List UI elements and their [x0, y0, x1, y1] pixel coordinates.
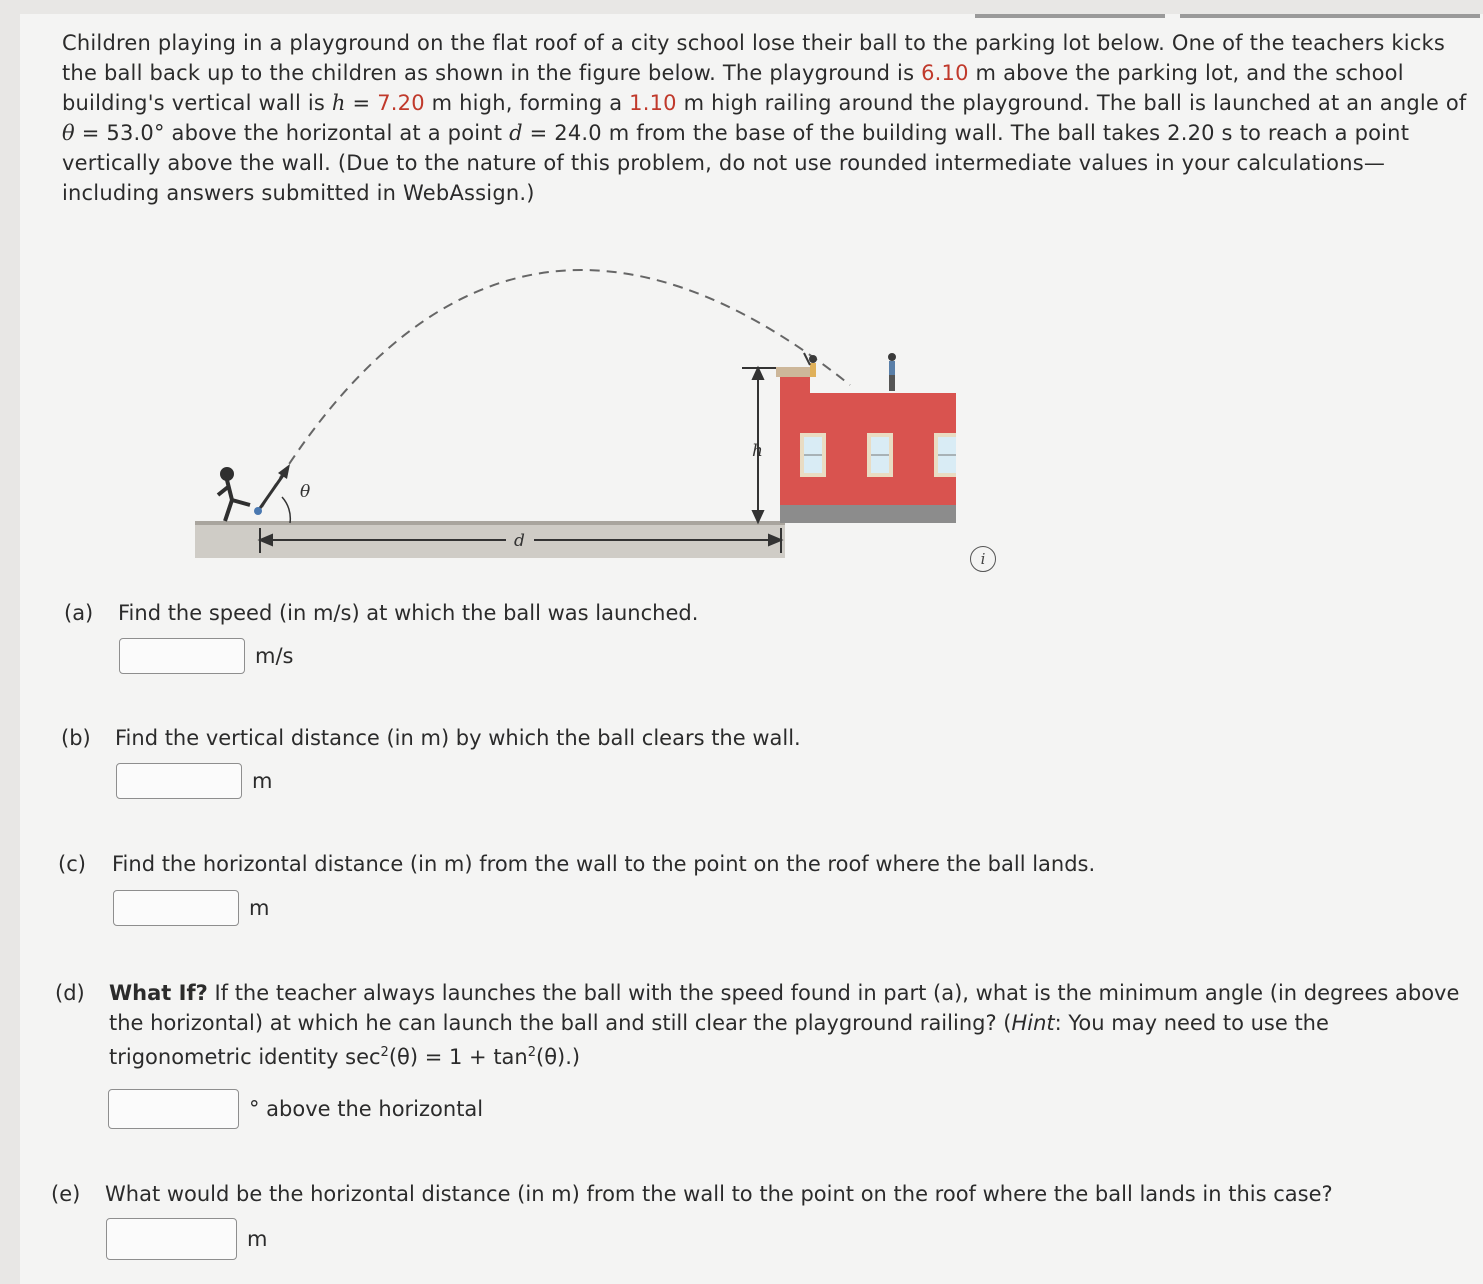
question-d: [55, 978, 1475, 1072]
question-a: [64, 598, 698, 628]
answer-row-e: [106, 1218, 267, 1260]
answer-row-d: [108, 1089, 483, 1129]
problem-statement: Children playing in a playground on the flat roof of a city school lose their ball to the parking lot below. One of the teachers kicks the ball back up to the children as shown in the figure below. The playground is 6.10 m above the parking lot, and the school building's vertical wall is h = 7.20 m high, forming a 1.10 m high railing around the playground. The ball is launched at an angle of θ = 53.0° above the horizontal at a point d = 24.0 m from the base of the building wall. The ball takes 2.20 s to reach a point vertically above the wall. (Due to the nature of this problem, do not use rounded intermediate values in your calculations—including answers submitted in WebAssign.): [62, 31, 1467, 205]
tab-divider: [1180, 14, 1480, 18]
unit-label: ° above the horizontal: [249, 1097, 484, 1121]
unit-label: m: [247, 1227, 268, 1251]
answer-input-c[interactable]: [113, 890, 239, 926]
info-icon[interactable]: i: [970, 546, 996, 572]
railing-wall: [780, 375, 810, 395]
answer-row-a: [119, 638, 293, 674]
answer-row-c: [113, 890, 269, 926]
ground-edge: [195, 521, 785, 525]
question-e: [51, 1179, 1333, 1209]
d-label: d: [514, 531, 525, 551]
question-label: (a): [64, 601, 94, 625]
answer-input-e[interactable]: [106, 1218, 237, 1260]
question-c: [58, 849, 1095, 879]
question-text: Find the speed (in m/s) at which the ball was launched.: [118, 601, 699, 625]
question-label: (c): [58, 852, 86, 876]
question-text: What would be the horizontal distance (in m) from the wall to the point on the roof where the ball lands in this case?: [105, 1182, 1333, 1206]
unit-label: m: [252, 769, 273, 793]
railing-height-value: 1.10: [629, 91, 677, 115]
question-text: What If? If the teacher always launches the ball with the speed found in part (a), what is the minimum angle (in degrees above the horizontal) at which he can launch the ball and still clear the playground railing? (Hint: You may need to use the trigonometric identity $\sec^2(\theta) = 1 + \tan^2(\theta)$.): [109, 981, 1460, 1069]
question-label: (d): [55, 981, 85, 1005]
answer-input-b[interactable]: [116, 763, 242, 799]
ball-trajectory: [262, 270, 850, 507]
question-text: Find the horizontal distance (in m) from the wall to the point on the roof where the ball lands.: [112, 852, 1096, 876]
h-label: h: [752, 441, 763, 461]
playground-height-value: 6.10: [921, 61, 969, 85]
child-figure: [888, 353, 896, 391]
tab-divider: [975, 14, 1165, 18]
question-label: (b): [61, 726, 91, 750]
projectile-figure: [190, 235, 970, 565]
wall-height-value: 7.20: [377, 91, 425, 115]
question-b: [61, 723, 801, 753]
answer-input-d[interactable]: [108, 1089, 239, 1129]
railing-cap: [776, 367, 814, 377]
theta-label: θ: [300, 482, 311, 502]
teacher-figure: [218, 469, 250, 521]
launch-angle-arrow: [254, 464, 290, 523]
building-foundation: [780, 505, 956, 523]
answer-input-a[interactable]: [119, 638, 245, 674]
unit-label: m: [249, 896, 270, 920]
question-text: Find the vertical distance (in m) by which the ball clears the wall.: [115, 726, 801, 750]
unit-label: m/s: [255, 644, 294, 668]
answer-row-b: [116, 763, 272, 799]
question-label: (e): [51, 1182, 81, 1206]
